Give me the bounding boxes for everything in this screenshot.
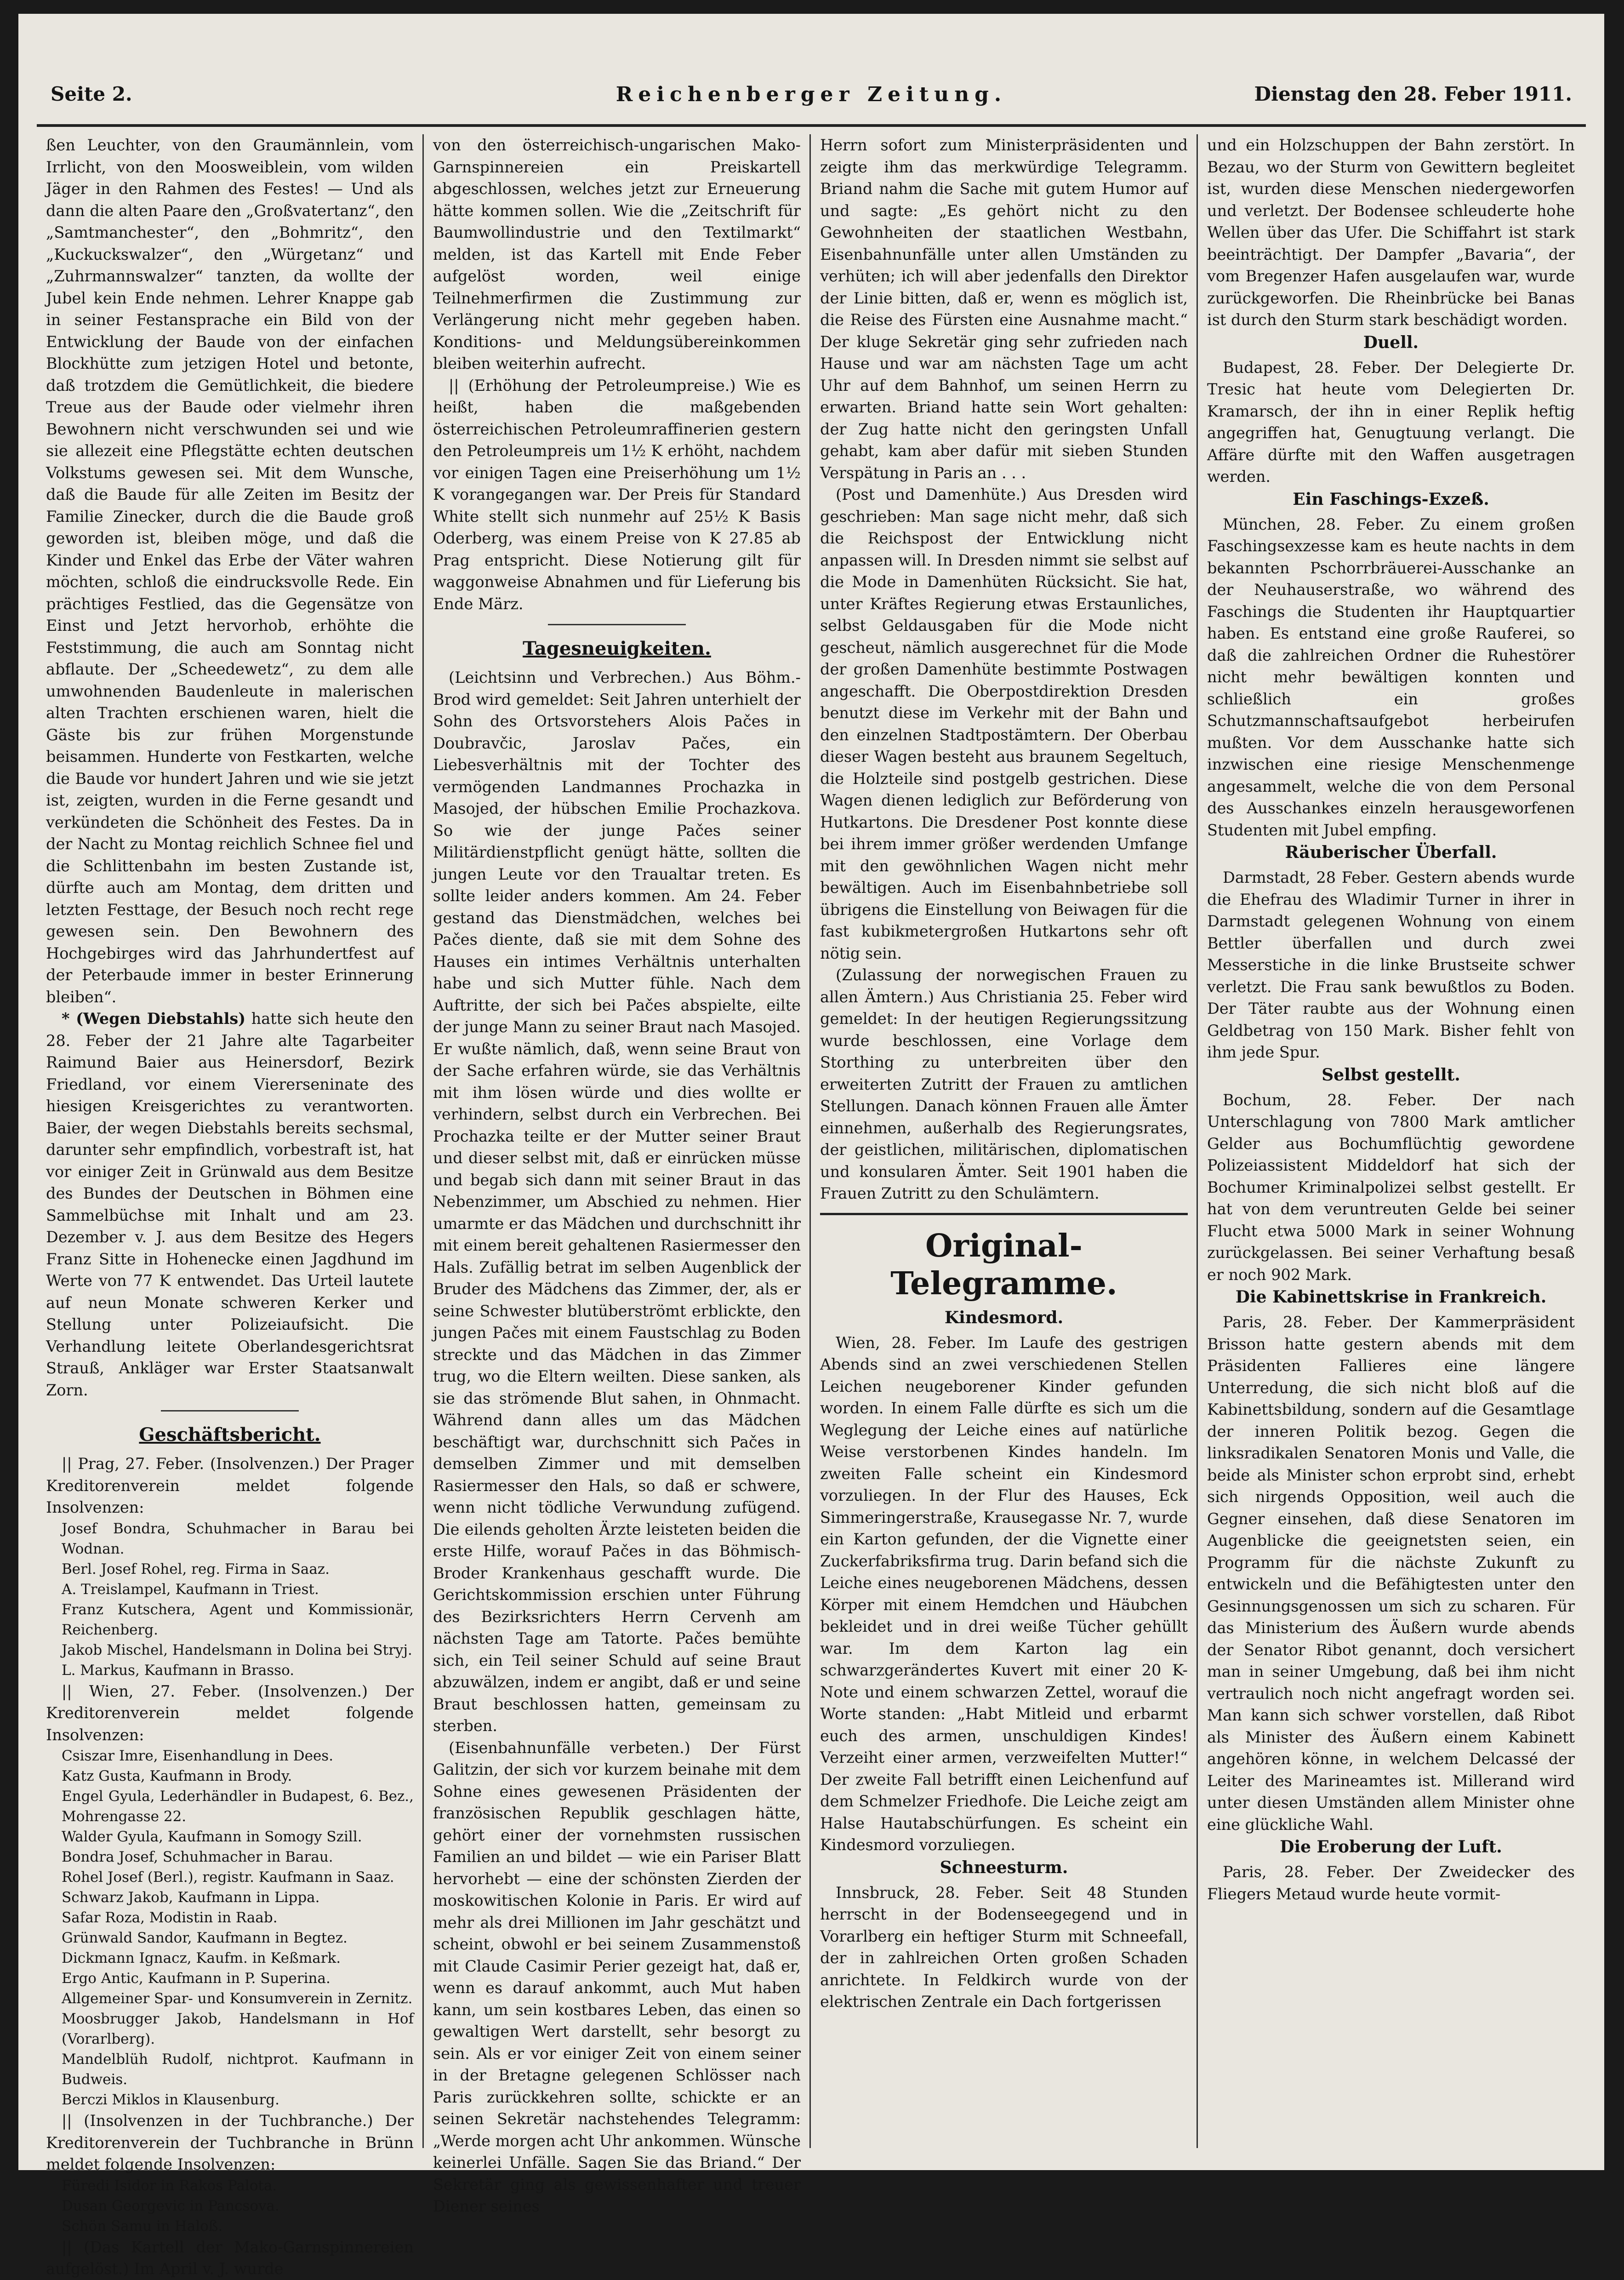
list-item: Jakob Mischel, Handelsmann in Dolina bei Stryj. bbox=[62, 1641, 412, 1658]
list-item: Ergo Antic, Kaufmann in P. Superina. bbox=[62, 1970, 330, 1987]
article-heading: Räuberischer Überfall. bbox=[1285, 843, 1497, 862]
article-text: || Wien, 27. Feber. (Insolvenzen.) Der Kreditorenverein meldet folgende Insolvenzen: bbox=[46, 1682, 414, 1744]
insolvency-list-tuch bbox=[46, 2176, 414, 2236]
article-text: (Post und Damenhüte.) Aus Dresden wird geschrieben: Man sage nicht mehr, daß sich die Reichspost der Entwicklung nicht anpassen will. In Dresden nimmt sie selbst auf die Mode in Damenhüten Rücksicht. Sie hat, unter Kräftes Regierung etwas Erstaunliches, selbst Geldausgaben für die Mode nicht gescheut, nämlich ausgerechnet für die Mode der großen Damenhüte bestimmte Postwagen angeschafft. Die Oberpostdirektion Dresden benutzt diese im Verkehr mit der Bahn und den einzelnen Stadtpostämtern. Der Oberbau dieser Wagen besteht aus braunem Segeltuch, die Holzteile sind postgelb gestrichen. Diese Wagen dienen lediglich zur Beförderung von Hutkartons. Die Dresdener Post konnte diese bei ihrem immer größer werdenden Umfange mit den gewöhnlichen Wagen nicht mehr bewältigen. Auch im Eisenbahnbetriebe soll übrigens die Einstellung von Beiwagen für die fast kubikmetergroßen Hutkartons sehr oft nötig sein. bbox=[820, 486, 1188, 962]
article-heading: Selbst gestellt. bbox=[1322, 1065, 1460, 1085]
article-text: Bochum, 28. Feber. Der nach Unterschlagung von 7800 Mark amtlicher Gelder aus Bochumflüchtig gewordene Polizeiassistent Middeldorf hat sich der Bochumer Kriminalpolizei selbst gestellt. Er hat von dem veruntreuten Gelde bei seiner Flucht etwa 5000 Mark in seiner Wohnung zurückgelassen. Bei seiner Verhaftung besaß er noch 902 Mark. bbox=[1207, 1091, 1575, 1284]
article-heading: Die Kabinettskrise in Frankreich. bbox=[1235, 1287, 1547, 1307]
list-item: L. Markus, Kaufmann in Brasso. bbox=[62, 1662, 295, 1679]
article-heading: Duell. bbox=[1363, 332, 1419, 352]
article-text: Paris, 28. Feber. Der Kammerpräsident Brisson hatte gestern abends mit dem Präsidenten Fallieres eine längere Unterredung, die sich nicht bloß auf die Kabinettsbildung, sondern auf die Gesamtlage der inneren Politik bezog. Gegen die linksradikalen Senatoren Monis und Valle, die beide als Minister schon erprobt sind, erhebt sich nirgends Opposition, weil auch die Gegner einsehen, daß diese Senatoren im Augenblicke die geeignetsten seien, ein Programm für die nächste Zukunft zu entwickeln und die Befähigtesten unter den Gesinnungsgenossen um sich zu scharen. Für das Ministerium des Äußern wurde abends der Senator Ribot genannt, doch versichert man in seiner Umgebung, daß bei ihm nicht vertraulich noch nicht angefragt worden sei. Man kann sich schwer vorstellen, daß Ribot als Minister des Äußern einem Kabinett angehören könne, in welchem Delcassé der Leiter des Marineamtes ist. Millerand wird unter diesen Umständen allem Minister ohne eine glückliche Wahl. bbox=[1207, 1313, 1575, 1834]
article-text: || (Das Kartell der Mako-Garnspinnereien aufgelöst.) Im April v. J. wurde bbox=[46, 2238, 414, 2278]
list-item: Bondra Josef, Schuhmacher in Barau. bbox=[62, 1849, 333, 1865]
list-item: Engel Gyula, Lederhändler in Budapest, 6. Bez., Mohrengasse 22. bbox=[62, 1788, 414, 1825]
list-item: A. Treislampel, Kaufmann in Triest. bbox=[62, 1581, 319, 1598]
list-item: Mandelblüh Rudolf, nichtprot. Kaufmann in Budweis. bbox=[62, 2051, 414, 2088]
header-rule bbox=[37, 124, 1586, 127]
list-item: Allgemeiner Spar- und Konsumverein in Zernitz. bbox=[62, 1990, 413, 2007]
article-text: Darmstadt, 28 Feber. Gestern abends wurde die Ehefrau des Wladimir Turner in ihrer in Darmstadt gelegenen Wohnung von einem Bettler überfallen und durch zwei Messerstiche in die linke Brustseite schwer verletzt. Die Frau sank bewußtlos zu Boden. Der Täter raubte aus der Wohnung einen Geldbetrag von 150 Mark. Bisher fehlt von ihm jede Spur. bbox=[1207, 869, 1575, 1061]
list-item: Moosbrugger Jakob, Handelsmann in Hof (Vorarlberg). bbox=[62, 2011, 414, 2047]
article-text: München, 28. Feber. Zu einem großen Faschingsexzesse kam es heute nachts in dem bekannten Pschorrbräuerei-Ausschanke an der Neuhauserstraße, wo während des Faschings die Studenten ihr Hauptquartier haben. Es entstand eine große Rauferei, so daß die zahlreichen Ordner die Ruhestörer nicht mehr bewältigen konnten und schließlich ein großes Schutzmannschaftsaufgebot herbeirufen mußten. Vor dem Ausschanke hatte sich inzwischen eine riesige Menschenmenge angesammelt, welche die von dem Personal des Ausschankes einzeln herausgeworfenen Studenten mit Jubel empfing. bbox=[1207, 515, 1575, 839]
article-body: hatte sich heute den 28. Feber der 21 Jahre alte Tagarbeiter Raimund Baier aus Heinersdorf, Bezirk Friedland, vor einem Viererseninate des hiesigen Kreisgerichtes zu verantworten. Baier, der wegen Diebstahls bereits sechsmal, darunter sehr empfindlich, vorbestraft ist, hat vor einiger Zeit in Grünwald aus dem Besitze des Bundes der Deutschen in Böhmen eine Sammelbüchse mit Inhalt und am 23. Dezember v. J. aus dem Besitze des Hegers Franz Sitte in Hohenecke einen Jagdhund im Werte von 77 K entwendet. Das Urteil lautete auf neun Monate schweren Kerker und Stellung unter Polizeiaufsicht. Die Verhandlung leitete Oberlandesgerichtsrat Strauß, Ankläger war Erster Staatsanwalt Zorn. bbox=[46, 1010, 414, 1399]
column-1 bbox=[46, 134, 414, 2278]
article-text: Wien, 28. Feber. Im Laufe des gestrigen Abends sind an zwei verschiedenen Stellen Leichen neugeborener Kinder gefunden worden. In einem Falle dürfte es sich um die Weglegung der Leiche eines auf natürliche Weise verstorbenen Kindes handeln. Im zweiten Falle scheint ein Kindesmord vorzuliegen. In der Flur des Hauses, Eck Simmeringerstraße, Krausegasse Nr. 7, wurde ein Karton gefunden, der die Vignette einer Zuckerfabriksfirma trug. Darin befand sich die Leiche eines neugeborenen Mädchens, dessen Körper mit einem Hemdchen und Häubchen bekleidet und in drei weiße Tücher gehüllt war. Im dem Karton lag ein schwarzgerändertes Kuvert mit einer 20 K-Note und einem schwarzen Zettel, worauf die Worte standen: „Habt Mitleid und erbarmt euch des armen, unschuldigen Kindes! Verzeiht einer armen, verzweifelten Mutter!“ Der zweite Fall betrifft einen Leichenfund auf dem Schmelzer Friedhofe. Die Leiche zeigt am Halse Hautabschürfungen. Es scheint ein Kindesmord vorzuliegen. bbox=[820, 1333, 1188, 1854]
article-text bbox=[46, 1008, 414, 1401]
page-header bbox=[51, 83, 1572, 120]
issue-date: Dienstag den 28. Feber 1911. bbox=[1254, 83, 1572, 105]
list-item: Safar Roza, Modistin in Raab. bbox=[62, 1909, 278, 1926]
article-heading: Die Eroberung der Luft. bbox=[1280, 1837, 1502, 1857]
article-heading: Ein Faschings-Exzeß. bbox=[1293, 489, 1489, 509]
article-text: || (Insolvenzen in der Tuchbranche.) Der Kreditorenverein der Tuchbranche in Brünn meldet folgende Insolvenzen: bbox=[46, 2112, 414, 2173]
column-divider bbox=[809, 134, 811, 2148]
article-text: und ein Holzschuppen der Bahn zerstört. In Bezau, wo der Sturm von Gewittern begleitet ist, wurden diese Menschen niedergeworfen und verletzt. Der Bodensee schleuderte hohe Wellen über das Ufer. Die Schiffahrt ist stark beeinträchtigt. Der Dampfer „Bavaria“, der vom Bregenzer Hafen ausgelaufen war, wurde zurückgeworfen. Die Rheinbrücke bei Banas ist durch den Sturm stark beschädigt worden. bbox=[1207, 136, 1575, 329]
section-heading: Original-Telegramme. bbox=[890, 1227, 1117, 1302]
list-item: Dickmann Ignacz, Kaufm. in Keßmark. bbox=[62, 1950, 341, 1966]
section-heading: Geschäftsbericht. bbox=[139, 1424, 321, 1446]
section-heading: Tagesneuigkeiten. bbox=[523, 638, 711, 659]
article-lead: * (Wegen Diebstahls) bbox=[62, 1010, 246, 1028]
list-item: Franz Kutschera, Agent und Kommissionär, Reichenberg. bbox=[62, 1601, 414, 1638]
list-item: Katz Gusta, Kaufmann in Brody. bbox=[62, 1768, 292, 1784]
list-item: Füredi Isidor in Rakos Palota. bbox=[62, 2177, 277, 2194]
article-heading: Kindesmord. bbox=[944, 1308, 1064, 1327]
article-text: || Prag, 27. Feber. (Insolvenzen.) Der Prager Kreditorenverein meldet folgende Insolvenzen: bbox=[46, 1455, 414, 1516]
article-text: (Zulassung der norwegischen Frauen zu allen Ämtern.) Aus Christiania 25. Feber wird gemeldet: In der heutigen Regierungssitzung wurde beschlossen, eine Vorlage dem Storthing zu unterbreiten über den erweiterten Zutritt der Frauen zu amtlichen Stellungen. Danach können Frauen alle Ämter einnehmen, außerhalb des Regierungsrates, der geistlichen, militärischen, diplomatischen und konsularen Ämter. Seit 1901 haben die Frauen Zutritt zu den Schulämtern. bbox=[820, 966, 1188, 1202]
article-text: Herrn sofort zum Ministerpräsidenten und zeigte ihm das merkwürdige Telegramm. Briand nahm die Sache mit gutem Humor auf und sagte: „Es gehört nicht zu den Gewohnheiten der staatlichen Westbahn, Eisenbahnunfälle unter allen Umständen zu verhüten; ich will aber jedenfalls den Direktor der Linie bitten, daß er, wenn es möglich ist, die Reise des Fürsten eine Ausnahme macht.“ Der kluge Sekretär ging sehr zufrieden nach Hause und war am nächsten Tage um acht Uhr auf dem Bahnhof, um seinen Herrn zu erwarten. Briand hatte sein Wort gehalten: der Zug hatte nicht den geringsten Unfall gehabt, kam aber dafür mit sieben Stunden Verspätung in Paris an . . . bbox=[820, 136, 1188, 482]
list-item: Berl. Josef Rohel, reg. Firma in Saaz. bbox=[62, 1560, 330, 1577]
list-item: Csiszar Imre, Eisenhandlung in Dees. bbox=[62, 1748, 334, 1764]
list-item: Grünwald Sandor, Kaufmann in Begtez. bbox=[62, 1930, 348, 1946]
column-2 bbox=[433, 134, 801, 2215]
article-text: Innsbruck, 28. Feber. Seit 48 Stunden herrscht in der Bodenseegegend und in Vorarlberg ein heftiger Sturm mit Schneefall, der in zahlreichen Orten großen Schaden anrichtete. In Feldkirch wurde von der elektrischen Zentrale ein Dach fortgerissen bbox=[820, 1883, 1188, 2011]
section-divider bbox=[548, 624, 686, 625]
list-item: Dusan Georgevic in Pancsova. bbox=[62, 2197, 279, 2214]
column-divider bbox=[1197, 134, 1198, 2148]
insolvency-list-prag bbox=[46, 1519, 414, 1680]
article-heading: Schneesturm. bbox=[940, 1857, 1068, 1877]
insolvency-list-wien bbox=[46, 1746, 414, 2110]
article-text: von den österreichisch-ungarischen Mako-Garnspinnereien ein Preiskartell abgeschlossen, welches jetzt zur Erneuerung hätte kommen sollen. Wie die „Zeitschrift für Baumwollindustrie und den Textilmarkt“ melden, ist das Kartell mit Ende Feber aufgelöst worden, weil einige Teilnehmerfirmen die Zustimmung zur Verlängerung nicht mehr gegeben haben. Konditions- und Meldungsübereinkommen bleiben weiterhin aufrecht. bbox=[433, 136, 801, 372]
page-number: Seite 2. bbox=[51, 83, 132, 105]
list-item: Schwarz Jakob, Kaufmann in Lippa. bbox=[62, 1889, 320, 1906]
column-divider bbox=[422, 134, 424, 2148]
list-item: Berczi Miklos in Klausenburg. bbox=[62, 2091, 279, 2108]
article-text: ßen Leuchter, von den Graumännlein, vom Irrlicht, von den Moosweiblein, vom wilden Jäger in den Rahmen des Festes! — Und als dann die alten Paare den „Großvatertanz“, den „Samtmanchester“, den „Bohmritz“, den „Kuckuckswalzer“, den „Würgetanz“ und „Zuhrmannswalzer“ tanzten, da wollte der Jubel kein Ende nehmen. Lehrer Knappe gab in seiner Festansprache ein Bild von der Entwicklung der Baude von der einfachen Blockhütte zum jetzigen Hotel und betonte, daß trotzdem die Gemütlichkeit, die biedere Treue aus der Baude oder vielmehr ihren Bewohnern nicht verschwunden sei und wie sie allezeit eine Pflegstätte echten deutschen Volkstums gewesen sei. Mit dem Wunsche, daß die Baude für alle Zeiten im Besitz der Familie Zinecker, durch die die Baude groß geworden ist, bleiben möge, und daß die Kinder und Enkel das Erbe der Väter wahren möchten, schloß die eindrucksvolle Rede. Ein prächtiges Festlied, das die Gegensätze von Einst und Jetzt hervorhob, erhöhte die Feststimmung, die auch am Sonntag nicht abflaute. Der „Scheedewetz“, zu dem alle umwohnenden Baudenleute in malerischen alten Trachten erschienen waren, hielt die Gäste bis zur frühen Morgenstunde beisammen. Hunderte von Festkarten, welche die Baude vor hundert Jahren und wie sie jetzt ist, zeigten, wurden in die Ferne gesandt und verkündeten die Schönheit des Festes. Da in der Nacht zu Montag reichlich Schnee fiel und die Schlittenbahn im besten Zustande ist, dürfte auch am Montag, dem dritten und letzten Festtage, der Besuch noch recht rege gewesen sein. Den Bewohnern des Hochgebirges wird das Jahrhundertfest auf der Peterbaude immer in bester Erinnerung bleiben“. bbox=[46, 136, 414, 1006]
newspaper-title: Reichenberger Zeitung. bbox=[615, 83, 1007, 106]
column-3 bbox=[820, 134, 1188, 2148]
article-text: Paris, 28. Feber. Der Zweidecker des Fliegers Metaud wurde heute vormit- bbox=[1207, 1863, 1575, 1903]
list-item: Schön Samu in Haloß. bbox=[62, 2217, 223, 2234]
article-text: (Eisenbahnunfälle verbeten.) Der Fürst Galitzin, der sich vor kurzem beinahe mit dem Sohne eines gewesenen Präsidenten der französischen Republik geschlagen hätte, gehört einer der vornehmsten russischen Familien an und bildet — wie ein Pariser Blatt hervorhebt — eine der schönsten Zierden der moskowitischen Kolonie in Paris. Er wird auf mehr als drei Millionen im Jahr geschätzt und scheint, obwohl er bei seinem Zusammenstoß mit Claude Casimir Perier gezeigt hat, daß er, wenn es darauf ankommt, auch Mut haben kann, um sein kostbares Leben, das einen so gewaltigen Wert darstellt, sehr besorgt zu sein. Als er vor einiger Zeit von einem seiner in der Bretagne gelegenen Schlösser nach Paris zurückkehren sollte, schickte er an seinen Sekretär nachstehendes Telegramm: „Werde morgen acht Uhr ankommen. Wünsche keinerlei Unfälle. Sagen Sie das Briand.“ Der Sekretär ging als gewissenhafter und treuer Diener seines bbox=[433, 1738, 801, 2215]
section-divider bbox=[161, 1410, 299, 1411]
article-text: (Leichtsinn und Verbrechen.) Aus Böhm.-Brod wird gemeldet: Seit Jahren unterhielt der Sohn des Ortsvorstehers Alois Pačes in Doubravčic, Jaroslav Pačes, ein Liebesverhältnis mit der Tochter des vermögenden Landmannes Prochazka in Masojed, der hübschen Emilie Prochazkova. So wie der junge Pačes seiner Militärdienstpflicht genügt hätte, sollten die jungen Leute vor den Traualtar treten. Es sollte leider anders kommen. Am 24. Feber gestand das Dienstmädchen, welches bei Pačes diente, daß sie mit dem Sohne des Hauses ein intimes Verhältnis unterhalten habe und sich Mutter fühle. Nach dem Auftritte, der sich bei Pačes abspielte, eilte der junge Mann zu seiner Braut nach Masojed. Er wußte nämlich, daß, wenn seine Braut von der Sache erfahren würde, sie das Verhältnis mit ihm lösen würde und dies wollte er verhindern, selbst durch ein Verbrechen. Bei Prochazka teilte er der Mutter seiner Braut und dieser selbst mit, daß er einrücken müsse und begab sich dann mit seiner Braut in das Nebenzimmer, um Abschied zu nehmen. Hier umarmte er das Mädchen und durchschnitt ihr mit einem bereit gehaltenen Rasiermesser den Hals. Zufällig betrat im selben Augenblick der Bruder des Mädchens das Zimmer, der, als er seine Schwester blutüberströmt erblickte, den jungen Pačes mit einem Faustschlag zu Boden streckte und das Mädchen in das Zimmer trug, wo die Eltern weilten. Diese sanken, als sie das strömende Blut sahen, in Ohnmacht. Während dann alles um das Mädchen beschäftigt war, durchschnitt sich Pačes in demselben Zimmer und mit demselben Rasiermesser den Hals, so daß er schwere, wenn nicht tödliche Verwundung zufügend. Die eilends geholten Ärzte leisteten beiden die erste Hilfe, worauf Pačes in das Böhmisch-Broder Krankenhaus geschafft wurde. Die Gerichtskommission erschien unter Führung des Bezirksrichters Herrn Cervenh am nächsten Tage am Tatorte. Pačes bemühte sich, ein Teil seiner Schuld auf seine Braut abzuwälzen, indem er angibt, daß er und seine Braut beschlossen hatten, gemeinsam zu sterben. bbox=[433, 669, 801, 1735]
columns bbox=[46, 134, 1577, 2278]
list-item: Walder Gyula, Kaufmann in Somogy Szill. bbox=[62, 1829, 362, 1845]
article-text: Budapest, 28. Feber. Der Delegierte Dr. Tresic hat heute vom Delegierten Dr. Kramarsch, der ihn in einer Replik heftig angegriffen hat, Genugtuung verlangt. Die Affäre dürfte mit den Waffen ausgetragen werden. bbox=[1207, 358, 1575, 486]
list-item: Rohel Josef (Berl.), registr. Kaufmann in Saaz. bbox=[62, 1869, 394, 1886]
newspaper-page bbox=[18, 14, 1604, 2278]
column-4 bbox=[1207, 134, 1575, 2148]
list-item: Josef Bondra, Schuhmacher in Barau bei Wodnan. bbox=[62, 1520, 414, 1557]
article-text: || (Erhöhung der Petroleumpreise.) Wie es heißt, haben die maßgebenden österreichischen Petroleumraffinerien gestern den Petroleumpreis um 1½ K erhöht, nachdem vor einigen Tagen eine Preiserhöhung um 1½ K vorangegangen war. Der Preis für Standard White stellt sich nunmehr auf 25½ K Basis Oderberg, was einem Preise von K 27.85 ab Prag entspricht. Diese Notierung gilt für waggonweise Abnahmen und für Lieferung bis Ende März. bbox=[433, 376, 801, 613]
section-divider bbox=[820, 1213, 1188, 1215]
